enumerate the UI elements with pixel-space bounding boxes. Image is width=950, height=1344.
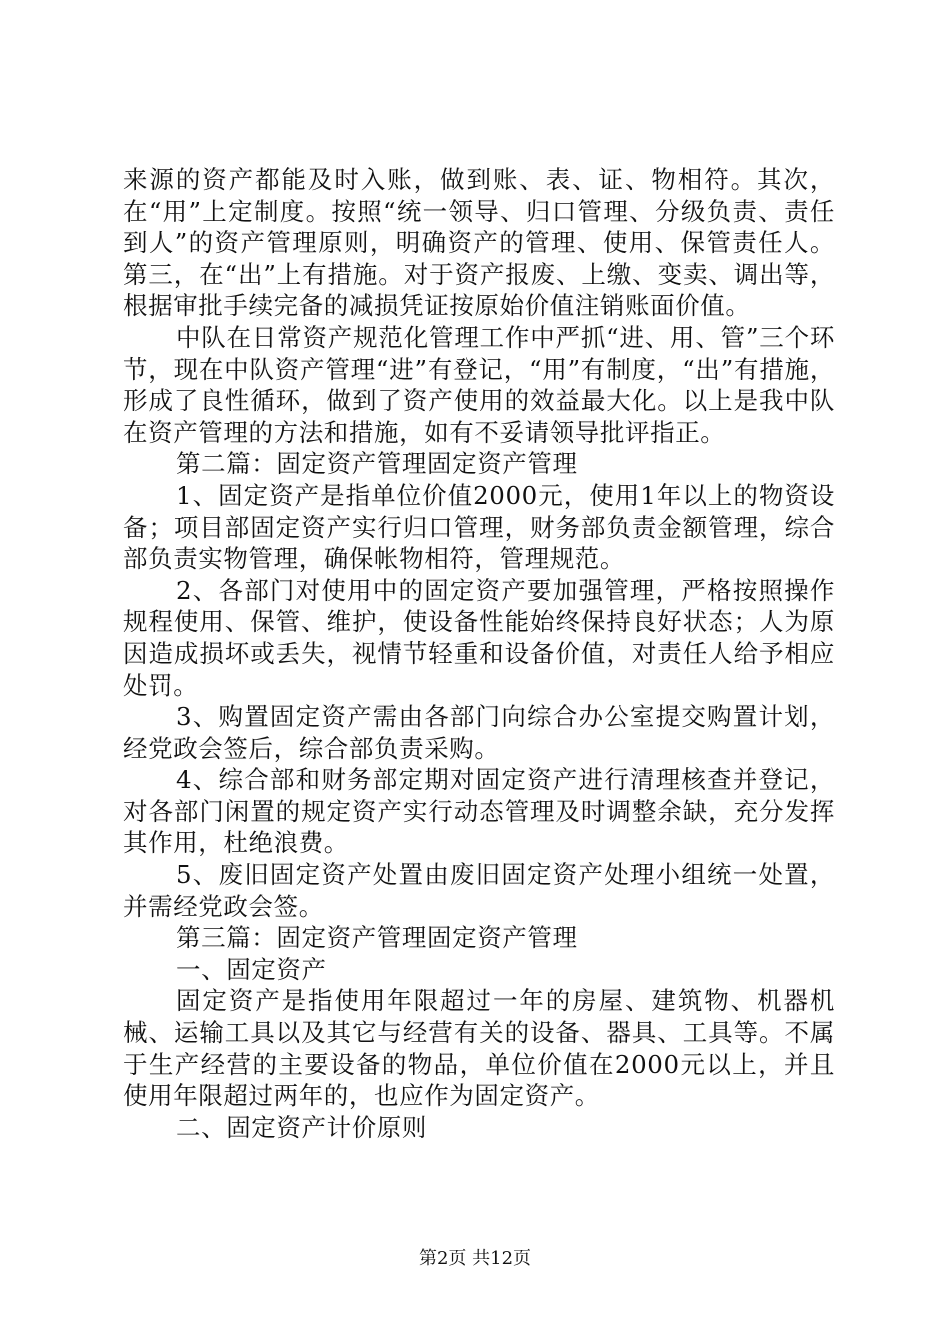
page-number: 第2页 共12页 — [418, 1248, 532, 1269]
paragraph-item-2: 2、各部门对使用中的固定资产要加强管理，严格按照操作规程使用、保管、维护，使设备性能始终保持良好状态；人为原因造成损坏或丢失，视情节轻重和设备价值，对责任人给予相应处罚。 — [123, 575, 835, 700]
subheading-fixed-assets: 一、固定资产 — [176, 954, 327, 984]
page-footer — [0, 1244, 950, 1270]
paragraph-item-1: 1、固定资产是指单位价值2000元，使用1年以上的物资设备；项目部固定资产实行归口管理，财务部负责金额管理，综合部负责实物管理，确保帐物相符，管理规范。 — [123, 480, 835, 574]
paragraph-item-3: 3、购置固定资产需由各部门向综合办公室提交购置计划，经党政会签后，综合部负责采购。 — [123, 702, 835, 763]
document-body — [123, 164, 835, 1143]
paragraph-item-5: 5、废旧固定资产处置由废旧固定资产处理小组统一处置，并需经党政会签。 — [123, 860, 835, 921]
paragraph-fixed-assets-definition: 固定资产是指使用年限超过一年的房屋、建筑物、机器机械、运输工具以及其它与经营有关的设备、器具、工具等。不属于生产经营的主要设备的物品，单位价值在2000元以上，并且使用年限超过两年的，也应作为固定资产。 — [123, 986, 835, 1111]
paragraph-summary: 中队在日常资产规范化管理工作中严抓“进、用、管”三个环节，现在中队资产管理“进”有登记，“用”有制度，“出”有措施，形成了良性循环，做到了资产使用的效益最大化。以上是我中队在资产管理的方法和措施，如有不妥请领导批评指正。 — [123, 322, 835, 447]
section-heading-part-3: 第三篇：固定资产管理固定资产管理 — [176, 923, 578, 953]
section-heading-part-2: 第二篇：固定资产管理固定资产管理 — [176, 449, 578, 479]
paragraph-continuation: 来源的资产都能及时入账，做到账、表、证、物相符。其次，在“用”上定制度。按照“统一领导、归口管理、分级负责、责任到人”的资产管理原则，明确资产的管理、使用、保管责任人。第三，在“出”上有措施。对于资产报废、上缴、变卖、调出等，根据审批手续完备的减损凭证按原始价值注销账面价值。 — [123, 165, 835, 321]
subheading-valuation-principle: 二、固定资产计价原则 — [176, 1112, 427, 1142]
paragraph-item-4: 4、综合部和财务部定期对固定资产进行清理核查并登记，对各部门闲置的规定资产实行动态管理及时调整余缺，充分发挥其作用，杜绝浪费。 — [123, 765, 835, 858]
